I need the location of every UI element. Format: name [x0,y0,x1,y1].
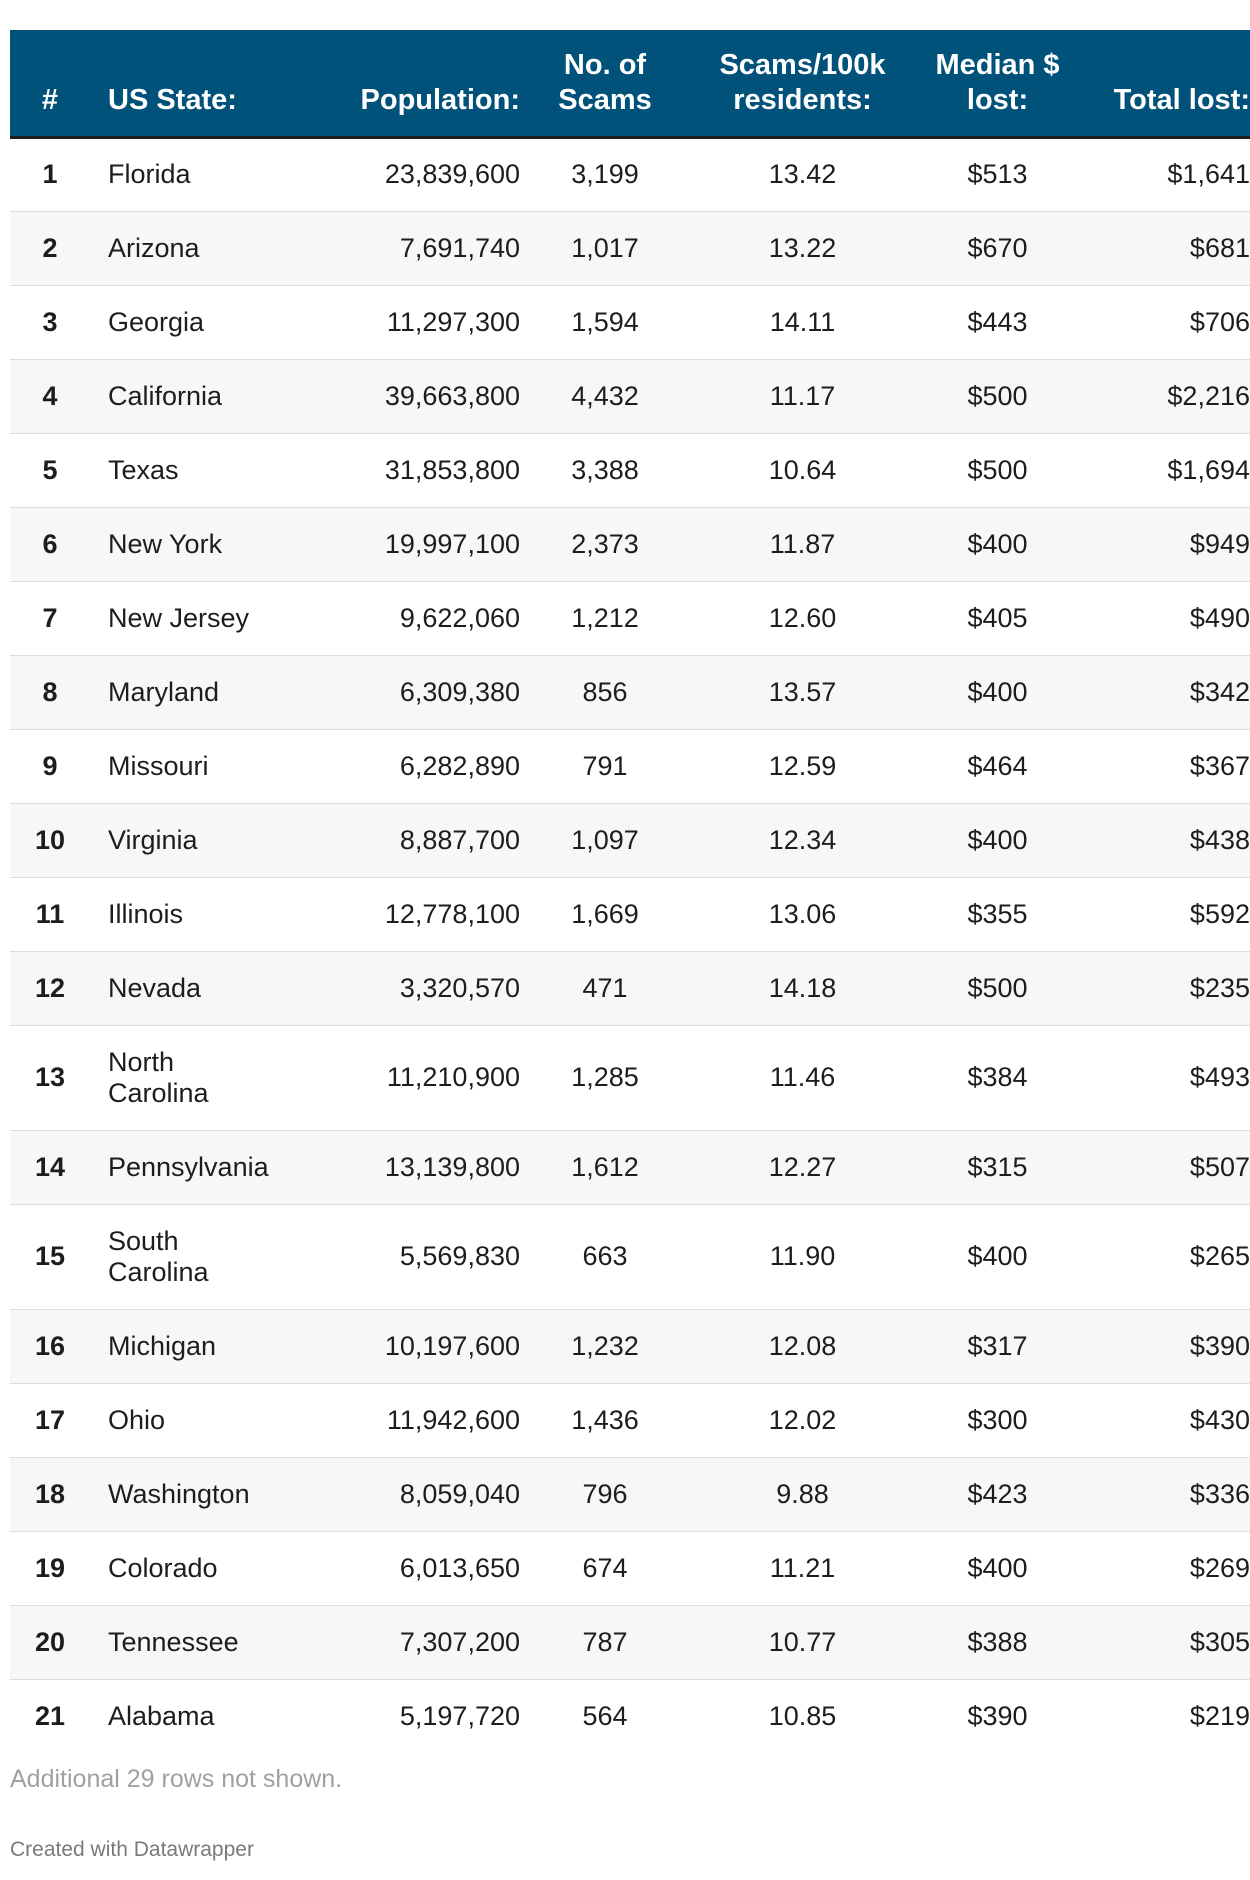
cell-median: $423 [967,1478,1028,1509]
cell-median: $500 [967,972,1028,1003]
rows-not-shown-note: Additional 29 rows not shown. [10,1765,343,1793]
column-header-scams[interactable]: No. of Scams [520,30,690,137]
cell-population: 31,853,800 [384,454,520,485]
table-row [10,877,1250,951]
cell-state: Washington [108,1478,250,1509]
cell-state: North Carolina [108,1046,209,1108]
cell-state: Florida [108,159,191,189]
cell-population: 8,059,040 [399,1478,520,1509]
cell-population: 11,942,600 [386,1404,520,1435]
cell-total: $438 [1189,824,1250,855]
cell-population: 19,997,100 [384,528,520,559]
cell-scams: 4,432 [571,380,639,411]
cell-scams: 1,669 [571,898,639,929]
cell-state: Texas [108,454,179,485]
cell-median: $300 [967,1404,1028,1435]
cell-median: $400 [967,824,1028,855]
column-header-population[interactable]: Population: [260,30,520,137]
cell-rank: 3 [42,306,58,337]
cell-rank: 18 [34,1478,66,1509]
cell-state: Arizona [108,232,200,263]
cell-rank: 19 [34,1552,66,1583]
table-body [10,137,1250,1753]
cell-scams: 564 [582,1700,628,1731]
cell-rate: 11.90 [769,1241,836,1271]
table-row [10,1605,1250,1679]
table-row [10,1204,1250,1309]
cell-total: $507 [1189,1151,1250,1182]
cell-rate: 13.06 [768,898,837,929]
cell-population: 11,297,300 [386,306,520,337]
cell-total: $493 [1189,1062,1250,1092]
cell-scams: 471 [582,972,628,1003]
table-row [10,729,1250,803]
cell-state: Georgia [108,306,205,337]
cell-total: $592 [1189,898,1250,929]
cell-scams: 787 [582,1626,628,1657]
cell-state: Virginia [108,824,198,855]
cell-rate: 11.21 [769,1552,836,1583]
cell-population: 9,622,060 [399,602,520,633]
cell-state: Missouri [108,750,209,781]
cell-state: Pennsylvania [108,1151,269,1182]
cell-rate: 12.59 [768,750,837,781]
cell-total: $2,216 [1167,380,1250,411]
cell-total: $949 [1189,528,1250,559]
cell-median: $500 [967,454,1028,485]
cell-scams: 791 [582,750,628,781]
cell-total: $265 [1189,1241,1250,1271]
cell-rank: 20 [34,1626,66,1657]
scams-table [10,30,1250,1753]
cell-scams: 1,436 [571,1404,639,1435]
cell-population: 12,778,100 [384,898,520,929]
cell-population: 39,663,800 [384,380,520,411]
cell-scams: 1,017 [571,232,639,263]
table-row [10,655,1250,729]
cell-total: $430 [1189,1404,1250,1435]
cell-rate: 9.88 [776,1478,829,1509]
cell-rate: 12.27 [768,1151,837,1182]
table-row [10,359,1250,433]
cell-rank: 1 [42,159,58,189]
cell-scams: 3,388 [571,454,639,485]
cell-scams: 1,612 [571,1151,639,1182]
cell-median: $670 [967,232,1028,263]
table-row [10,803,1250,877]
cell-rate: 11.46 [769,1062,836,1092]
cell-scams: 796 [582,1478,628,1509]
header-row [10,30,1250,137]
column-header-rate[interactable]: Scams/100k residents: [690,30,915,137]
cell-rate: 14.11 [769,306,836,337]
cell-rate: 14.18 [768,972,837,1003]
cell-rank: 7 [42,602,58,633]
table-row [10,507,1250,581]
cell-rank: 13 [34,1062,66,1092]
datawrapper-credit: Created with Datawrapper [10,1838,254,1861]
cell-population: 8,887,700 [399,824,520,855]
column-header-rank[interactable]: # [10,30,90,137]
cell-scams: 674 [582,1552,628,1583]
cell-rate: 10.64 [768,454,837,485]
cell-rate: 13.57 [768,676,837,707]
cell-state: Maryland [108,676,220,707]
table-row [10,137,1250,211]
cell-state: New Jersey [108,602,250,633]
cell-median: $317 [967,1330,1028,1361]
table-row [10,211,1250,285]
cell-total: $681 [1189,232,1250,263]
cell-median: $355 [967,898,1028,929]
cell-scams: 1,232 [571,1330,639,1361]
cell-total: $305 [1189,1626,1250,1657]
table-row [10,1025,1250,1130]
cell-rank: 6 [42,528,58,559]
cell-state: Nevada [108,972,202,1003]
cell-rank: 21 [34,1700,66,1731]
cell-rank: 8 [42,676,58,707]
cell-scams: 2,373 [571,528,639,559]
cell-population: 7,307,200 [399,1626,520,1657]
cell-median: $464 [967,750,1028,781]
cell-scams: 856 [582,676,628,707]
cell-state: Illinois [108,898,184,929]
cell-total: $390 [1189,1330,1250,1361]
cell-median: $400 [967,1552,1028,1583]
column-header-total[interactable]: Total lost: [1080,30,1250,137]
cell-population: 5,197,720 [399,1700,520,1731]
cell-rate: 12.08 [768,1330,837,1361]
cell-rate: 11.87 [769,528,836,559]
cell-median: $315 [967,1151,1028,1182]
cell-total: $706 [1189,306,1250,337]
cell-rate: 11.17 [769,380,836,411]
cell-median: $388 [967,1626,1028,1657]
cell-total: $1,641 [1167,159,1250,189]
cell-median: $390 [967,1700,1028,1731]
cell-population: 5,569,830 [399,1241,520,1271]
cell-median: $384 [967,1062,1028,1092]
cell-total: $1,694 [1167,454,1250,485]
cell-median: $500 [967,380,1028,411]
cell-total: $219 [1189,1700,1250,1731]
table-row [10,1130,1250,1204]
cell-population: 3,320,570 [399,972,520,1003]
cell-state: Ohio [108,1404,166,1435]
cell-population: 10,197,600 [384,1330,520,1361]
cell-population: 11,210,900 [386,1062,520,1092]
cell-scams: 1,285 [571,1062,639,1092]
column-header-median[interactable]: Median $ lost: [915,30,1080,137]
cell-rank: 17 [34,1404,66,1435]
cell-scams: 1,594 [571,306,639,337]
table-row [10,285,1250,359]
cell-rank: 12 [34,972,66,1003]
cell-rate: 12.34 [768,824,837,855]
cell-rate: 12.02 [768,1404,837,1435]
cell-rank: 4 [42,380,58,411]
cell-rate: 13.42 [768,159,837,189]
cell-scams: 663 [582,1241,628,1271]
table-row [10,1531,1250,1605]
cell-rate: 12.60 [768,602,837,633]
cell-rank: 15 [34,1241,66,1271]
cell-state: Colorado [108,1552,218,1583]
cell-rank: 9 [42,750,58,781]
cell-population: 7,691,740 [399,232,520,263]
table-row [10,581,1250,655]
cell-state: South Carolina [108,1225,209,1287]
cell-state: New York [108,528,223,559]
table-header [10,30,1250,137]
cell-median: $400 [967,528,1028,559]
cell-scams: 1,097 [571,824,639,855]
table-row [10,433,1250,507]
cell-median: $513 [967,159,1028,189]
cell-total: $336 [1189,1478,1250,1509]
cell-rate: 13.22 [768,232,837,263]
cell-total: $342 [1189,676,1250,707]
cell-state: Alabama [108,1700,215,1731]
cell-state: Michigan [108,1330,217,1361]
cell-scams: 3,199 [571,159,639,189]
table-row [10,1457,1250,1531]
cell-population: 6,309,380 [399,676,520,707]
cell-total: $490 [1189,602,1250,633]
cell-rank: 2 [42,232,58,263]
cell-population: 6,282,890 [399,750,520,781]
cell-median: $405 [967,602,1028,633]
cell-median: $443 [967,306,1028,337]
cell-scams: 1,212 [571,602,639,633]
cell-total: $235 [1189,972,1250,1003]
table-row [10,1309,1250,1383]
table-row [10,1679,1250,1753]
cell-rank: 11 [35,898,65,929]
table-row [10,951,1250,1025]
cell-rate: 10.77 [768,1626,837,1657]
cell-total: $269 [1189,1552,1250,1583]
cell-rank: 5 [42,454,58,485]
table-row [10,1383,1250,1457]
cell-rank: 14 [34,1151,66,1182]
cell-state: Tennessee [108,1626,239,1657]
table-container [10,30,1250,1753]
cell-population: 23,839,600 [384,159,520,189]
cell-population: 6,013,650 [399,1552,520,1583]
cell-total: $367 [1189,750,1250,781]
column-header-state[interactable]: US State: [90,30,260,137]
cell-state: California [108,380,223,411]
cell-rank: 10 [34,824,66,855]
cell-population: 13,139,800 [384,1151,520,1182]
cell-median: $400 [967,1241,1028,1271]
cell-rate: 10.85 [768,1700,837,1731]
cell-median: $400 [967,676,1028,707]
cell-rank: 16 [34,1330,66,1361]
